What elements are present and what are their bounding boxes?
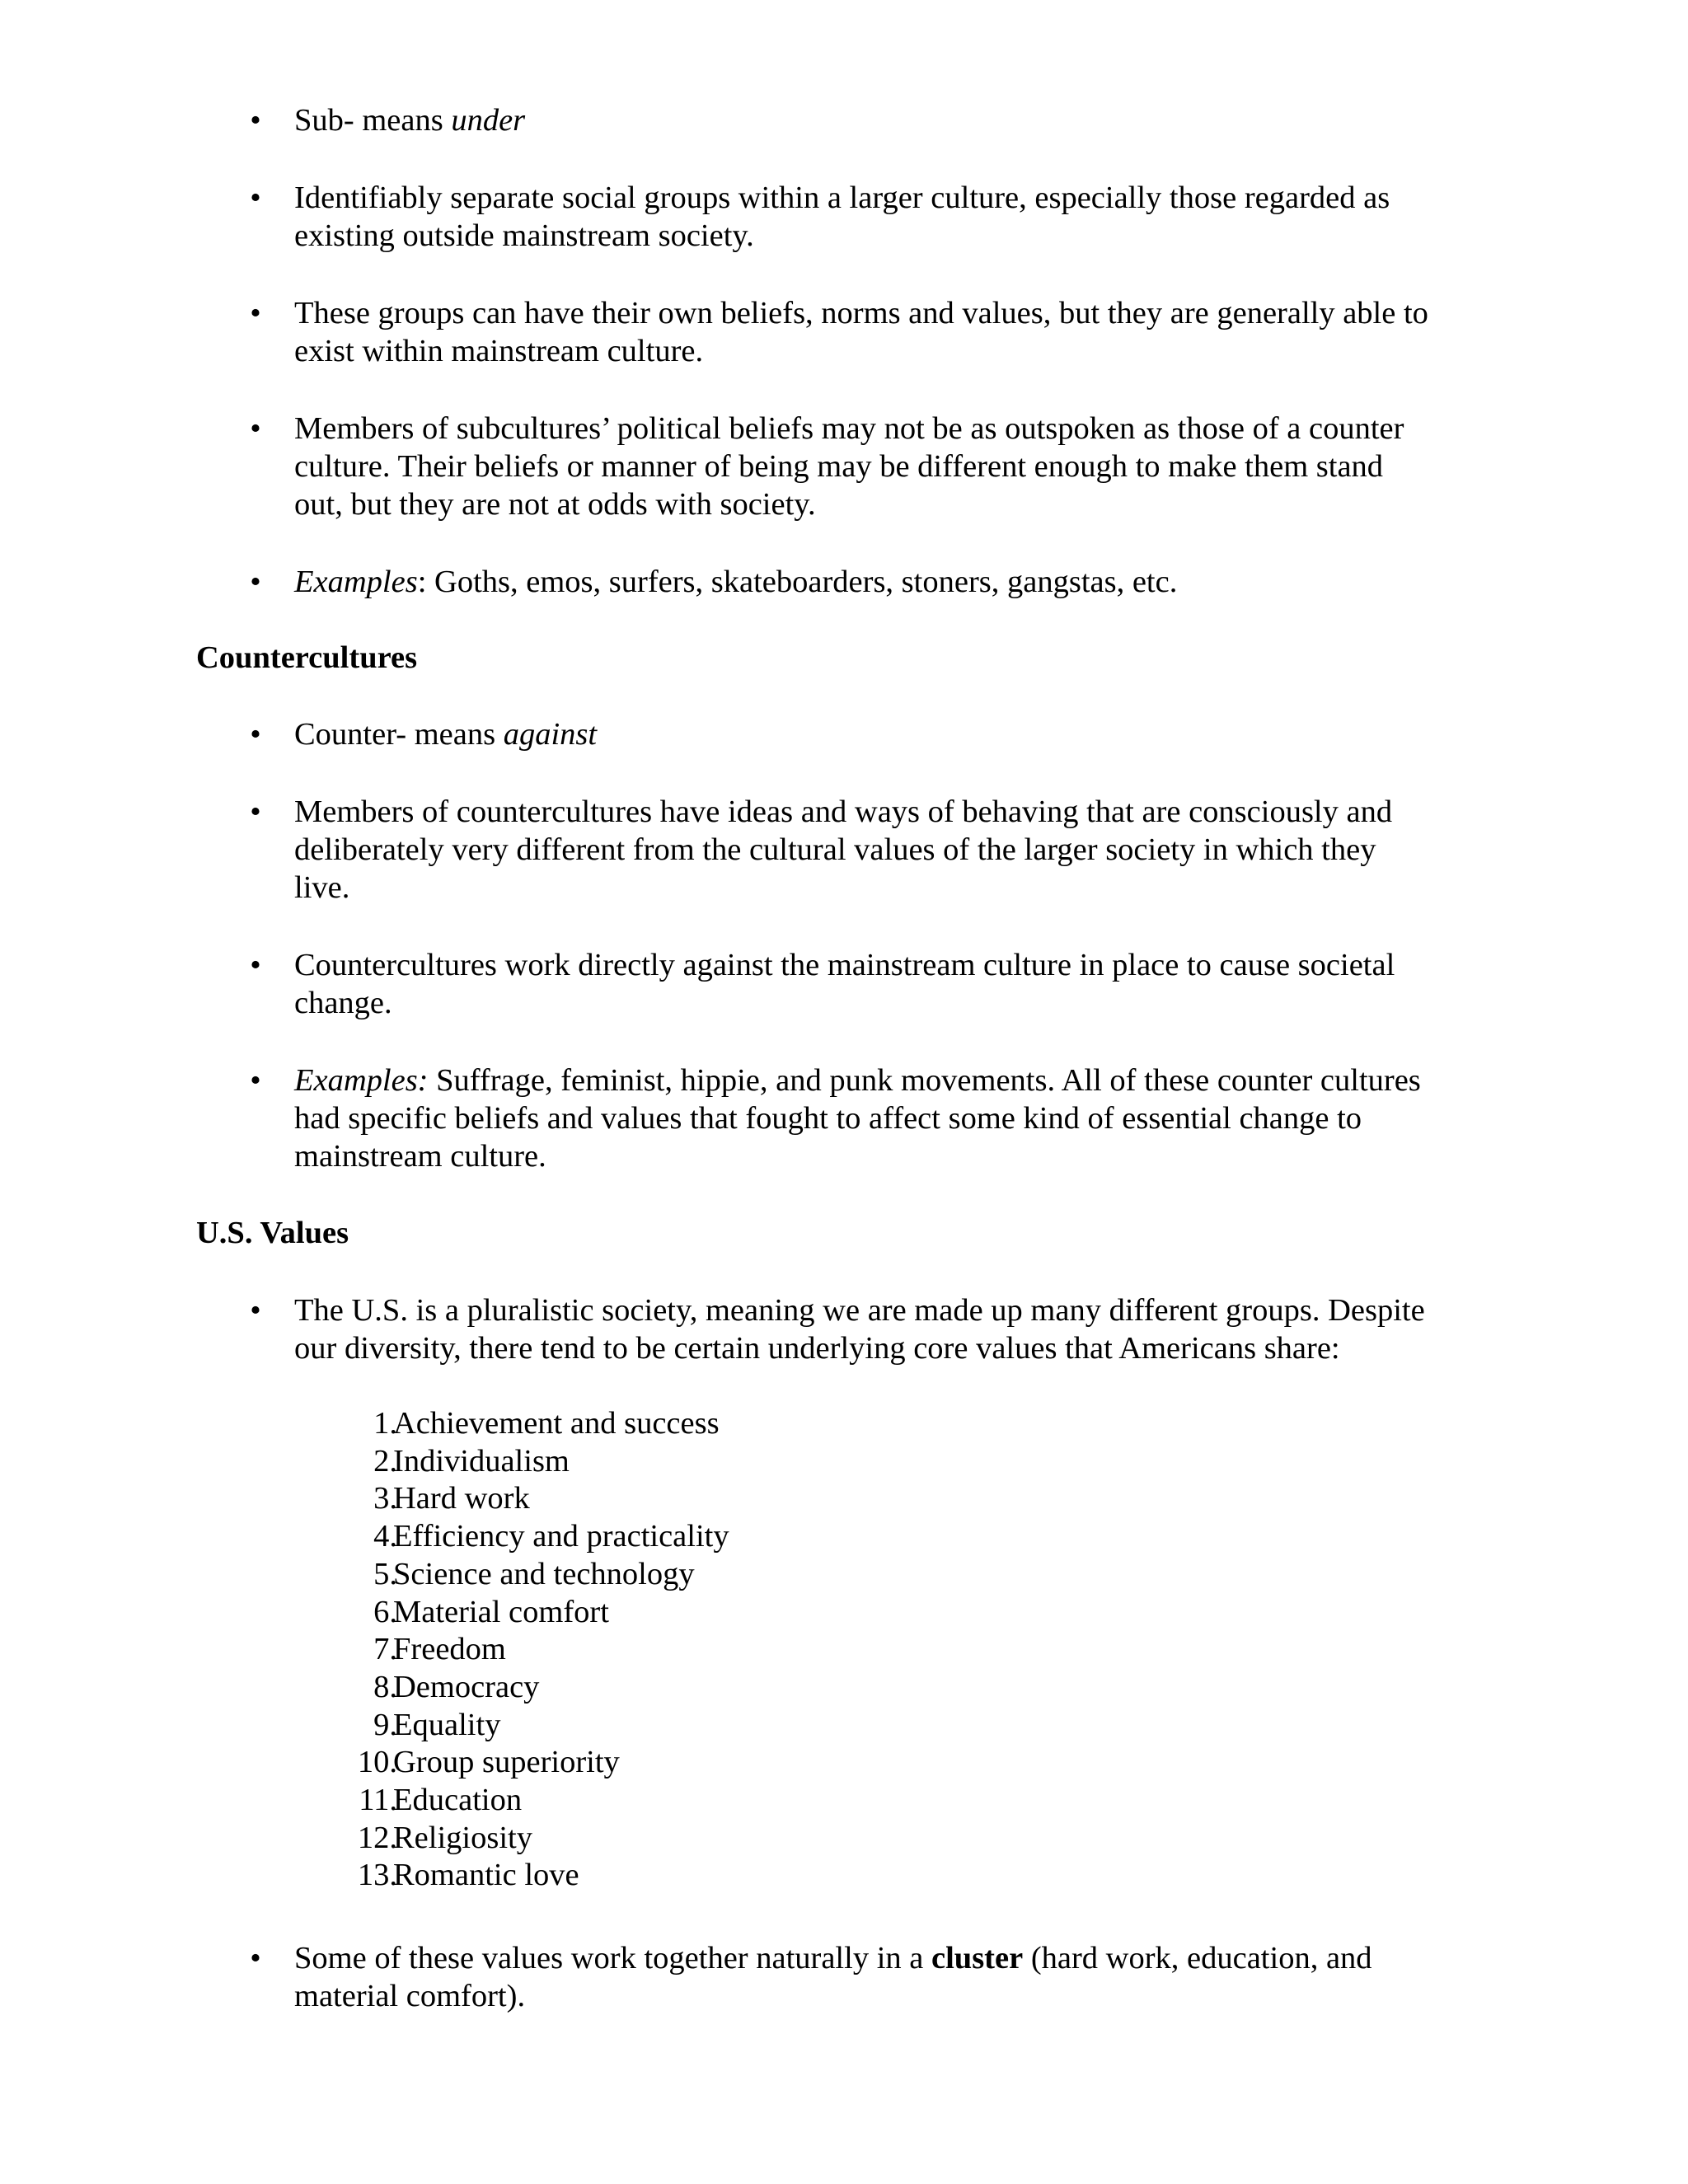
bullet-icon: • bbox=[250, 296, 261, 330]
list-item-number: 10. bbox=[357, 1745, 397, 1779]
sub-examples bbox=[294, 563, 1177, 601]
paragraph-line: The U.S. is a pluralistic society, meaning we are made up many different groups. Despite bbox=[294, 1293, 1425, 1328]
paragraph-line: mainstream culture. bbox=[294, 1139, 546, 1174]
paragraph-line: culture. Their beliefs or manner of being may be different enough to make them stand bbox=[294, 449, 1384, 484]
list-item-number: 11. bbox=[359, 1783, 397, 1817]
examples-label: Examples: bbox=[294, 1063, 429, 1098]
paragraph-line: existing outside mainstream society. bbox=[294, 218, 754, 253]
list-item: Individualism bbox=[393, 1444, 570, 1479]
cluster-term: cluster bbox=[931, 1941, 1024, 1975]
bullet-icon: • bbox=[250, 1293, 261, 1328]
section-heading-countercultures: Countercultures bbox=[196, 640, 418, 675]
sub-definition bbox=[294, 101, 525, 139]
paragraph-line: Identifiably separate social groups within a larger culture, especially those regarded as bbox=[294, 180, 1390, 215]
paragraph-line: had specific beliefs and values that fought to affect some kind of essential change to bbox=[294, 1101, 1362, 1136]
list-item: Group superiority bbox=[393, 1745, 620, 1779]
paragraph-line: deliberately very different from the cultural values of the larger society in which they bbox=[294, 832, 1376, 867]
list-item: Religiosity bbox=[393, 1821, 532, 1855]
list-item-number: 7. bbox=[373, 1632, 397, 1666]
paragraph-line: Members of subcultures’ political beliefs may not be as outspoken as those of a counter bbox=[294, 411, 1404, 446]
paragraph-line: Members of countercultures have ideas and ways of behaving that are consciously and bbox=[294, 794, 1393, 829]
list-item-number: 2. bbox=[373, 1444, 397, 1479]
bullet-icon: • bbox=[250, 103, 261, 138]
list-item-number: 3. bbox=[373, 1481, 397, 1516]
section-heading-us-values: U.S. Values bbox=[196, 1216, 349, 1250]
list-item-number: 4. bbox=[373, 1519, 397, 1554]
examples-label: Examples bbox=[294, 565, 418, 599]
list-item-number: 9. bbox=[373, 1708, 397, 1742]
bullet-icon: • bbox=[250, 794, 261, 829]
sub-definition-text: Sub- means bbox=[294, 103, 452, 138]
list-item-number: 6. bbox=[373, 1595, 397, 1629]
bullet-icon: • bbox=[250, 180, 261, 215]
bullet-icon: • bbox=[250, 565, 261, 599]
cluster-text-rest: (hard work, education, and bbox=[1023, 1941, 1372, 1975]
list-item: Freedom bbox=[393, 1632, 506, 1666]
list-item-number: 5. bbox=[373, 1557, 397, 1591]
list-item-number: 1. bbox=[373, 1406, 397, 1441]
list-item: Science and technology bbox=[393, 1557, 695, 1591]
bullet-icon: • bbox=[250, 1063, 261, 1098]
sub-definition-emphasis: under bbox=[451, 103, 526, 138]
bullet-icon: • bbox=[250, 717, 261, 752]
cluster-paragraph bbox=[294, 1939, 1372, 1977]
list-item-number: 12. bbox=[357, 1821, 397, 1855]
list-item-number: 8. bbox=[373, 1670, 397, 1704]
examples-text: : Goths, emos, surfers, skateboarders, stoners, gangstas, etc. bbox=[417, 565, 1178, 599]
bullet-icon: • bbox=[250, 411, 261, 446]
bullet-icon: • bbox=[250, 948, 261, 982]
paragraph-line: change. bbox=[294, 986, 392, 1020]
counter-definition-emphasis: against bbox=[503, 717, 598, 752]
list-item: Democracy bbox=[393, 1670, 540, 1704]
list-item: Romantic love bbox=[393, 1858, 579, 1892]
paragraph-line: our diversity, there tend to be certain underlying core values that Americans share: bbox=[294, 1331, 1340, 1366]
examples-text: Suffrage, feminist, hippie, and punk movements. All of these counter cultures bbox=[428, 1063, 1421, 1098]
list-item: Material comfort bbox=[393, 1595, 609, 1629]
list-item: Equality bbox=[393, 1708, 501, 1742]
paragraph-line: These groups can have their own beliefs, norms and values, but they are generally able to bbox=[294, 296, 1428, 330]
paragraph-line: exist within mainstream culture. bbox=[294, 334, 704, 368]
paragraph-line: Countercultures work directly against the mainstream culture in place to cause societal bbox=[294, 948, 1395, 982]
counter-definition-text: Counter- means bbox=[294, 717, 504, 752]
paragraph-line: live. bbox=[294, 870, 350, 905]
paragraph-line: out, but they are not at odds with society. bbox=[294, 487, 816, 522]
list-item: Hard work bbox=[393, 1481, 530, 1516]
list-item-number: 13. bbox=[357, 1858, 397, 1892]
list-item: Education bbox=[393, 1783, 523, 1817]
list-item: Achievement and success bbox=[393, 1406, 720, 1441]
bullet-icon: • bbox=[250, 1941, 261, 1975]
list-item: Efficiency and practicality bbox=[393, 1519, 729, 1554]
counter-examples bbox=[294, 1062, 1421, 1099]
cluster-text: Some of these values work together naturally in a bbox=[294, 1941, 931, 1975]
paragraph-line: material comfort). bbox=[294, 1979, 526, 2013]
counter-definition bbox=[294, 715, 597, 753]
